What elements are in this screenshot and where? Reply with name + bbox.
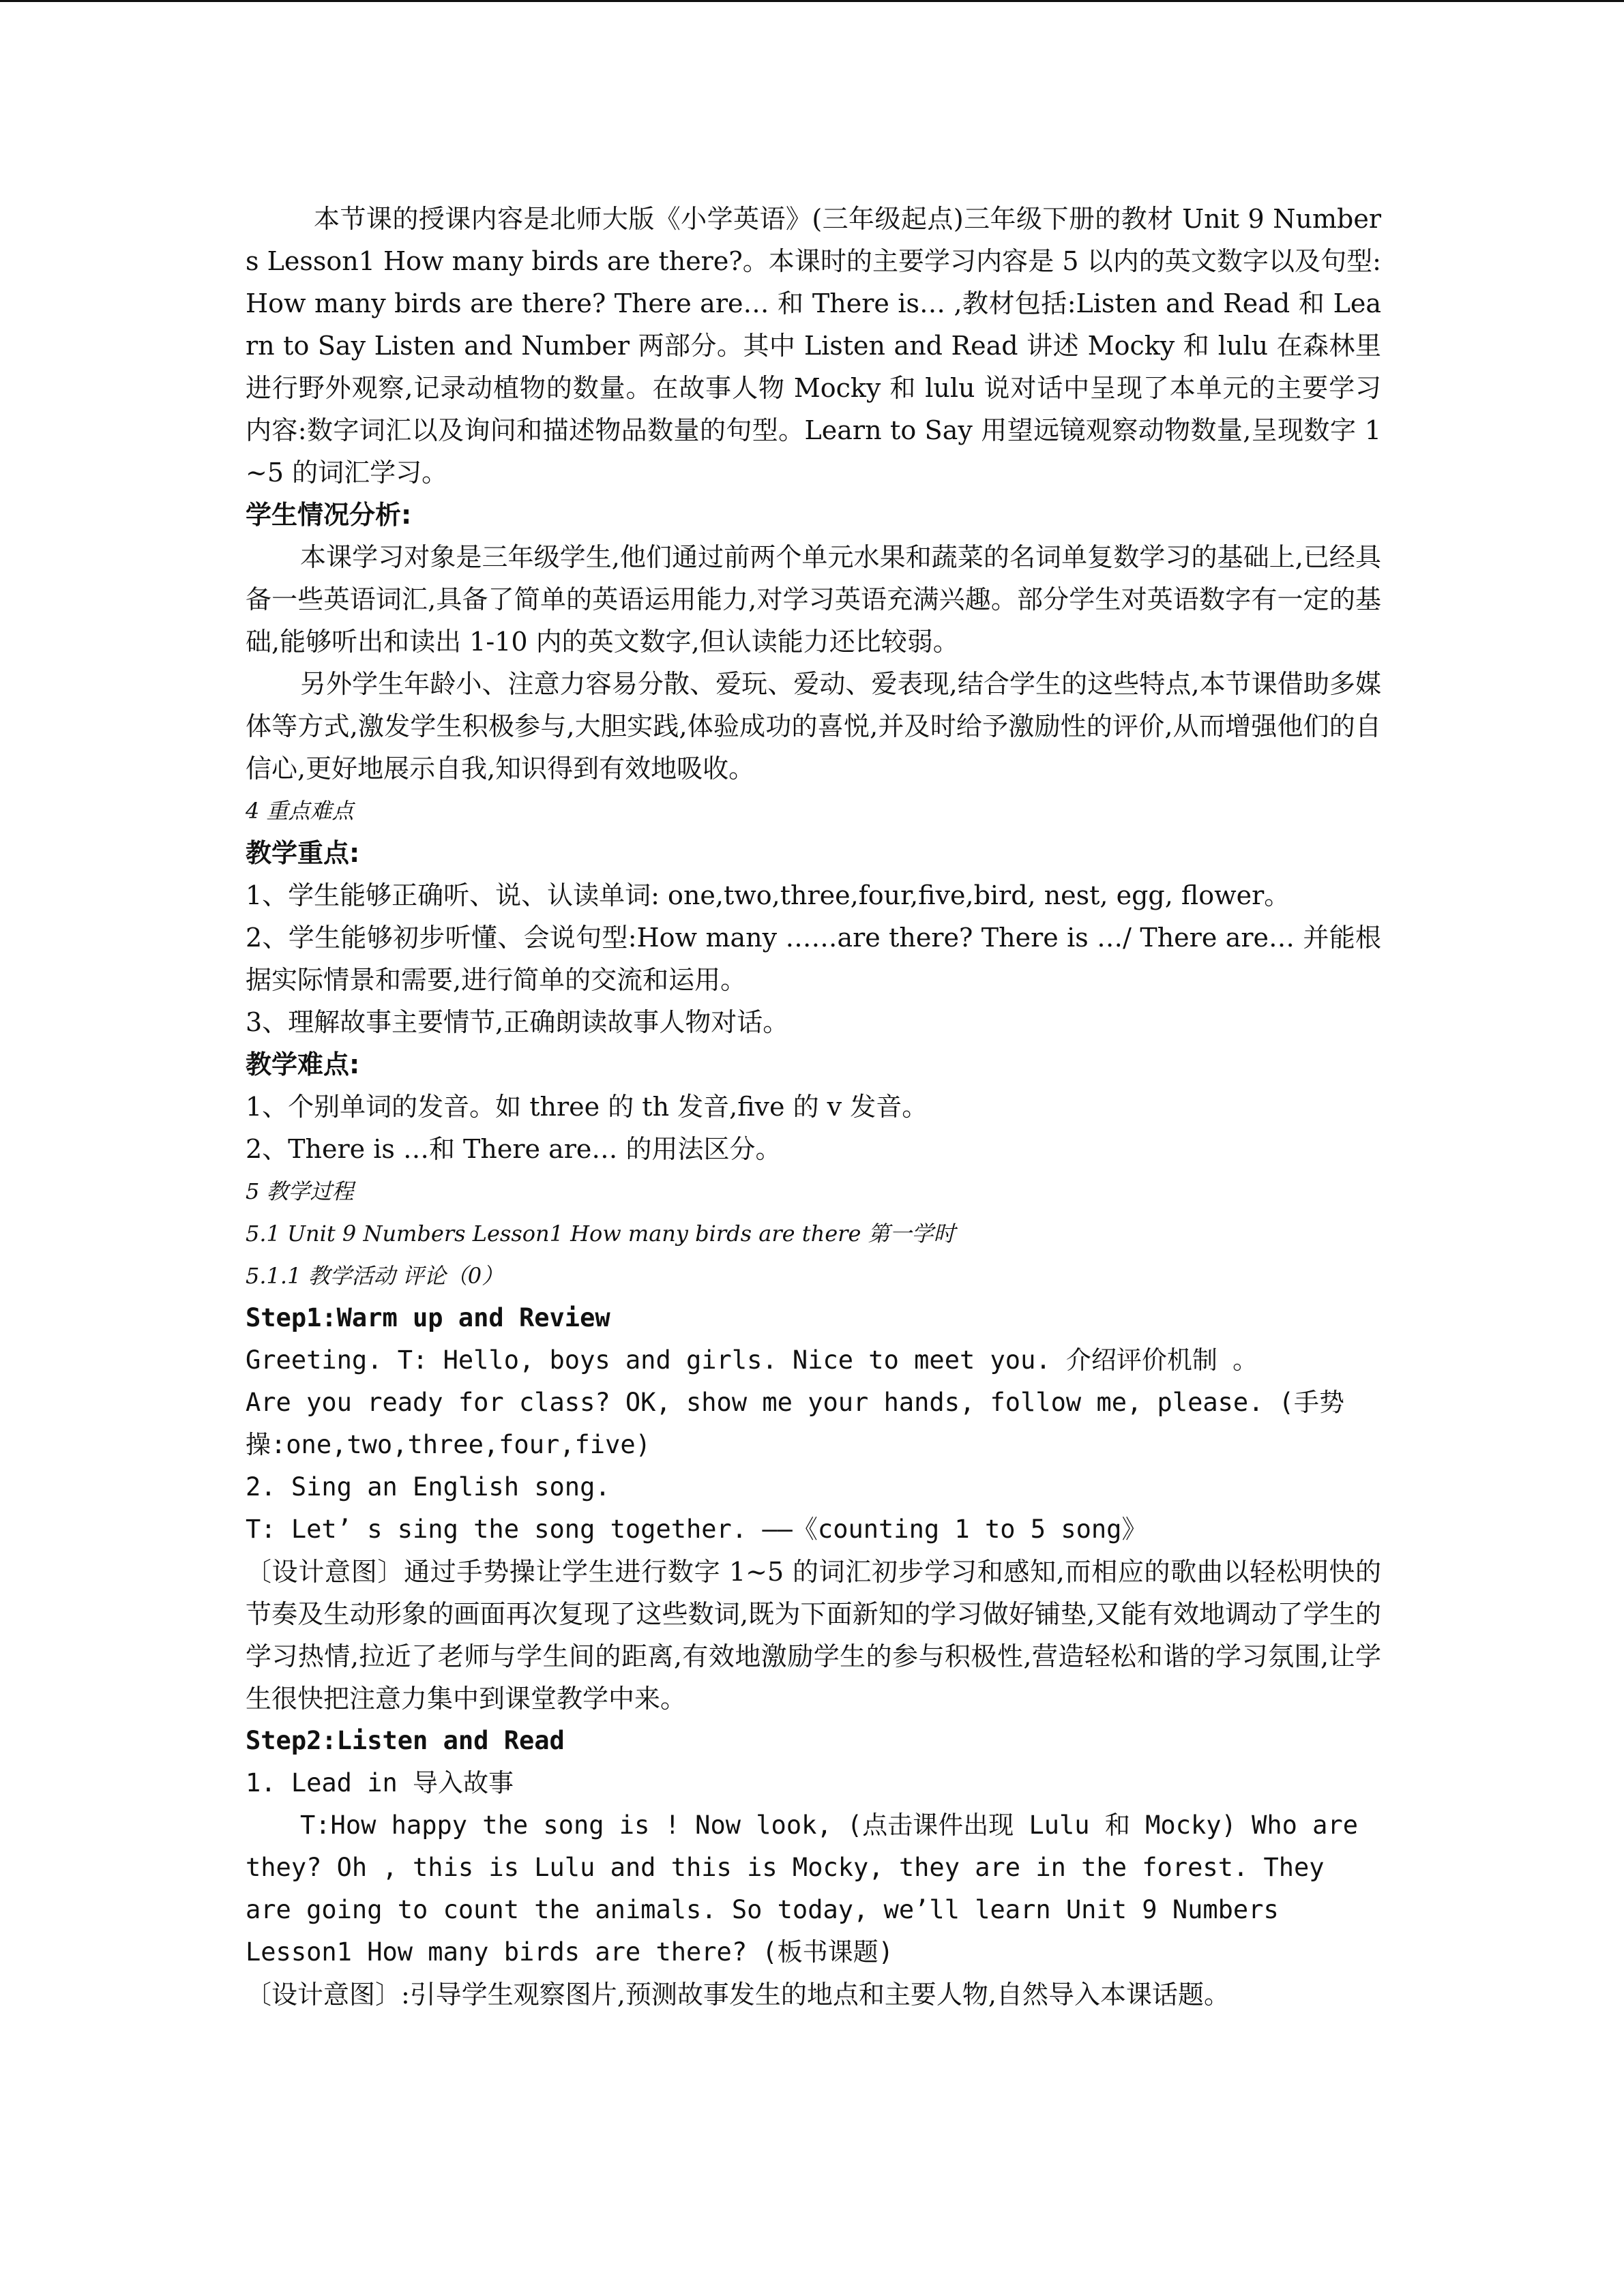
- page-top-border: [0, 0, 1624, 2]
- step2-lead-in-line: 1. Lead in 导入故事: [246, 1768, 514, 1798]
- step1-heading: Step1:Warm up and Review: [246, 1303, 610, 1332]
- section-5-heading: 5 教学过程: [246, 1178, 354, 1204]
- step1-design-intent: 〔设计意图〕通过手势操让学生进行数字 1~5 的词汇初步学习和感知,而相应的歌曲以轻松明快的节奏及生动形象的画面再次复现了这些数词,既为下面新知的学习做好铺垫,又能有效地调动了学生的学习热情,拉近了老师与学生间的距离,有效地激励学生的参与积极性,营造轻松和谐的学习氛围,让学生很快把注意力集中到课堂教学中来。: [246, 1557, 1381, 1714]
- step2-design-intent: 〔设计意图〕:引导学生观察图片,预测故事发生的地点和主要人物,自然导入本课话题。: [246, 1980, 1230, 2010]
- difficulties-heading: 教学难点:: [246, 1049, 360, 1079]
- key-point-item-3: 3、理解故事主要情节,正确朗读故事人物对话。: [246, 1007, 789, 1037]
- difficulty-item-2: 2、There is …和 There are… 的用法区分。: [246, 1134, 782, 1164]
- key-point-item-1: 1、学生能够正确听、说、认读单词: one,two,three,four,five,bird, nest, egg, flower。: [246, 880, 1290, 910]
- section-5-1-heading: 5.1 Unit 9 Numbers Lesson1 How many birds are there 第一学时: [246, 1221, 956, 1247]
- student-analysis-paragraph-1: 本课学习对象是三年级学生,他们通过前两个单元水果和蔬菜的名词单复数学习的基础上,已经具备一些英语词汇,具备了简单的英语运用能力,对学习英语充满兴趣。部分学生对英语数字有一定的基础,能够听出和读出 1-10 内的英文数字,但认读能力还比较弱。: [246, 542, 1381, 657]
- section-4-heading: 4 重点难点: [246, 798, 354, 824]
- student-analysis-paragraph-2: 另外学生年龄小、注意力容易分散、爱玩、爱动、爱表现,结合学生的这些特点,本节课借助多媒体等方式,激发学生积极参与,大胆实践,体验成功的喜悦,并及时给予激励性的评价,从而增强他们的自信心,更好地展示自我,知识得到有效地吸收。: [246, 669, 1381, 784]
- document-page: [246, 198, 1381, 2016]
- difficulty-item-1: 1、个别单词的发音。如 three 的 th 发音,five 的 v 发音。: [246, 1092, 928, 1122]
- step2-dialogue-paragraph: T:How happy the song is ! Now look, (点击课件出现 Lulu 和 Mocky) Who are they? Oh , this is Lulu and this is Mocky, they are in the forest. They are going to count the animals. So today, we’ll learn Unit 9 Numbers Lesson1 How many birds are there? (板书课题): [246, 1810, 1359, 1967]
- step1-greeting-line: Greeting. T: Hello, boys and girls. Nice to meet you. 介绍评价机制 。: [246, 1345, 1258, 1375]
- step1-song-line: 2. Sing an English song.: [246, 1472, 610, 1502]
- section-5-1-1-heading: 5.1.1 教学活动 评论（0）: [246, 1263, 504, 1289]
- step1-sing-together-line: T: Let’ s sing the song together. ——《counting 1 to 5 song》: [246, 1515, 1147, 1544]
- key-point-item-2: 2、学生能够初步听懂、会说句型:How many ……are there? There is …/ There are… 并能根据实际情景和需要,进行简单的交流和运用。: [246, 923, 1381, 995]
- key-points-heading: 教学重点:: [246, 838, 360, 868]
- step1-ready-line: Are you ready for class? OK, show me your hands, follow me, please. (手势操:one,two,three,four,five): [246, 1388, 1345, 1459]
- student-analysis-heading: 学生情况分析:: [246, 500, 412, 530]
- intro-paragraph: 本节课的授课内容是北师大版《小学英语》(三年级起点)三年级下册的教材 Unit 9 Numbers Lesson1 How many birds are there?。本课时的主要学习内容是 5 以内的英文数字以及句型:How many birds are there? There are… 和 There is… ,教材包括:Listen and Read 和 Learn to Say Listen and Number 两部分。其中 Listen and Read 讲述 Mocky 和 lulu 在森林里进行野外观察,记录动植物的数量。在故事人物 Mocky 和 lulu 说对话中呈现了本单元的主要学习内容:数字词汇以及询问和描述物品数量的句型。Learn to Say 用望远镜观察动物数量,呈现数字 1~5 的词汇学习。: [246, 204, 1381, 488]
- step2-heading: Step2:Listen and Read: [246, 1726, 565, 1755]
